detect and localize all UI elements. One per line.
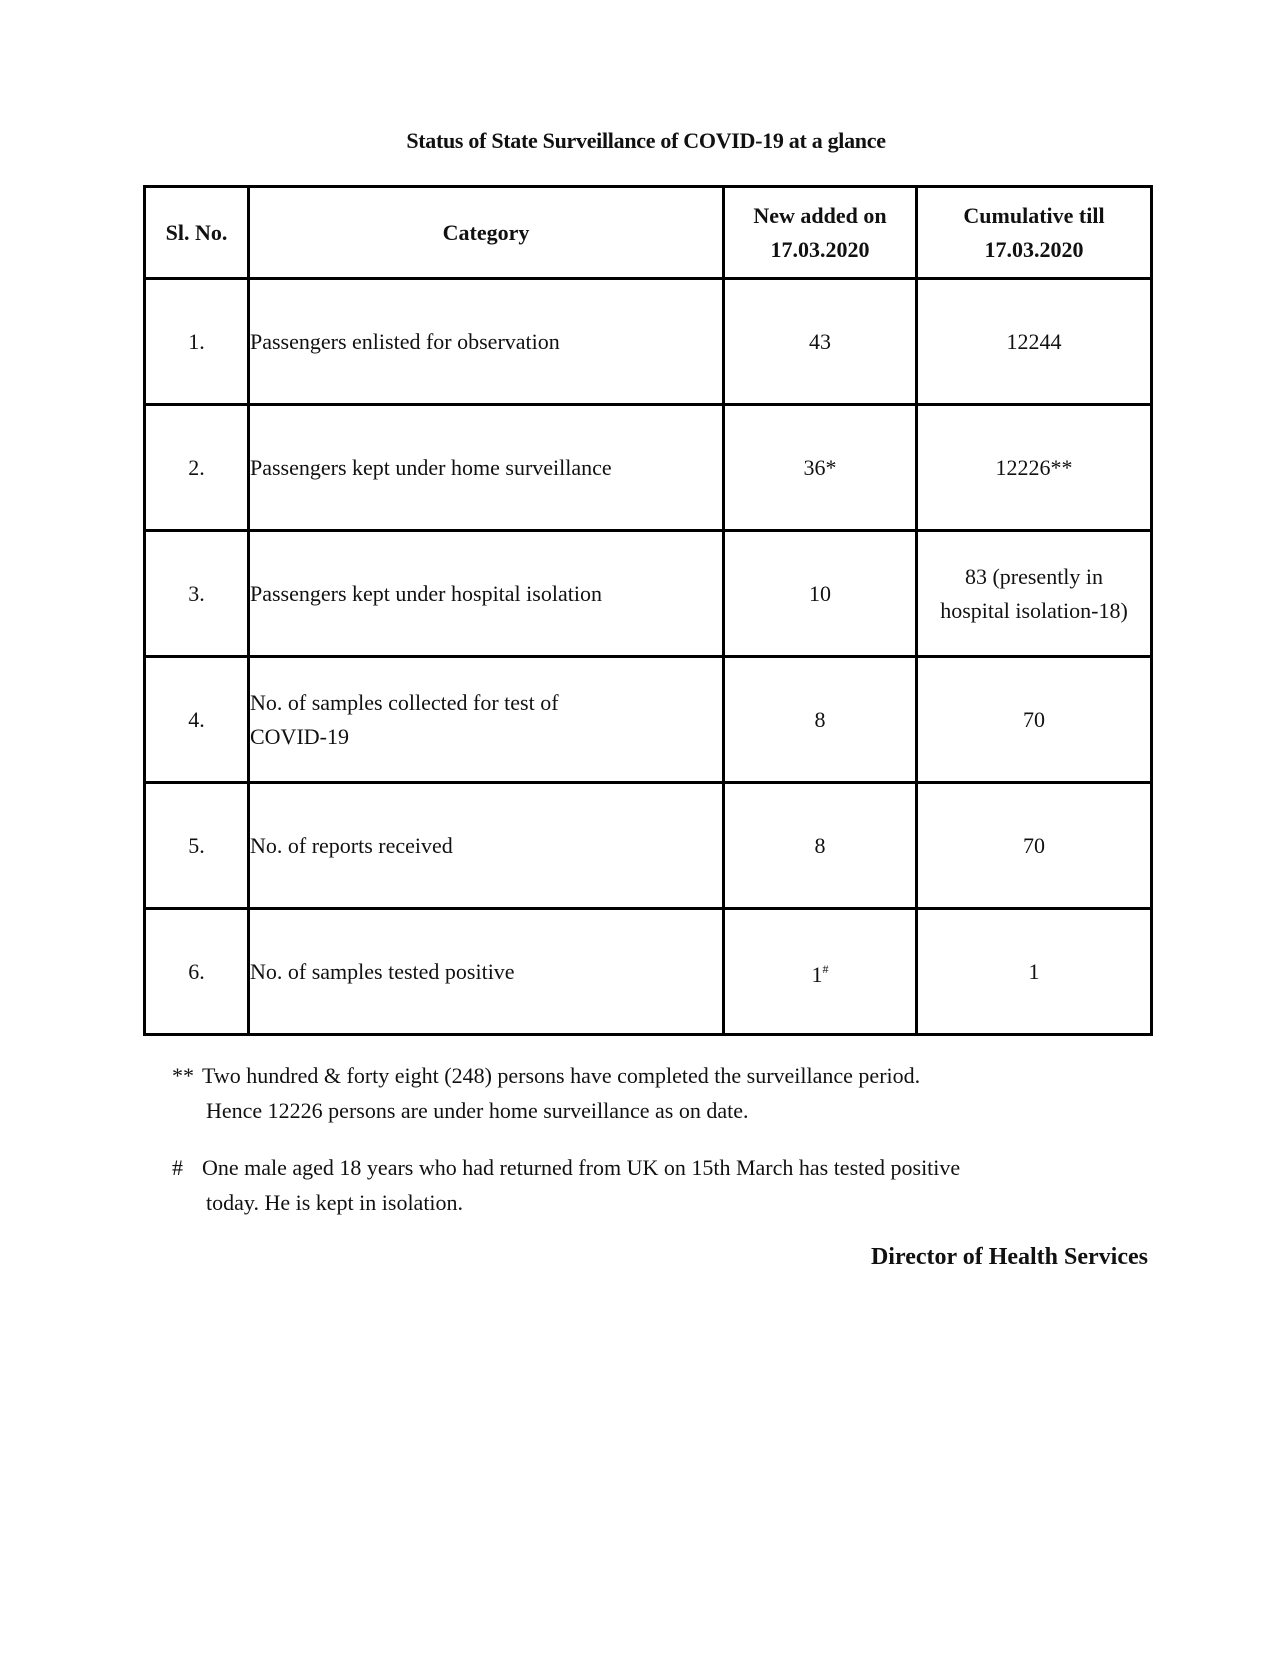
- cell-category: Passengers kept under home surveillance: [249, 405, 724, 531]
- cell-category: No. of samples tested positive: [249, 909, 724, 1035]
- header-cumulative-label: Cumulative till: [963, 202, 1105, 228]
- cell-cumulative: 12244: [917, 279, 1152, 405]
- footnote-text-line2: Hence 12226 persons are under home surveillance as on date.: [206, 1098, 749, 1123]
- footnote-mark-hash: #: [822, 961, 829, 976]
- header-new-added-label: New added on: [753, 202, 887, 228]
- cell-cumulative: 12226**: [917, 405, 1152, 531]
- cell-category: Passengers enlisted for observation: [249, 279, 724, 405]
- footnote-mark: #: [172, 1155, 183, 1180]
- table-row: [145, 909, 1152, 1035]
- cell-cumulative: 1: [917, 909, 1152, 1035]
- table-row: [145, 279, 1152, 405]
- cell-new-added: 36*: [724, 405, 917, 531]
- table-row: [145, 783, 1152, 909]
- cell-category: No. of reports received: [249, 783, 724, 909]
- header-category: Category: [249, 187, 724, 279]
- signature: Director of Health Services: [870, 1244, 1148, 1270]
- cell-new-added: 8: [724, 657, 917, 783]
- table-row: [145, 657, 1152, 783]
- footnote-hash: [172, 1150, 1132, 1220]
- cell-sl-no: 5.: [145, 783, 249, 909]
- document-title: Status of State Surveillance of COVID-19 at a glance: [406, 128, 886, 153]
- cell-sl-no: 6.: [145, 909, 249, 1035]
- cell-cumulative: 70: [917, 657, 1152, 783]
- header-cumulative-date: 17.03.2020: [984, 236, 1084, 262]
- cell-new-added-value: 1: [811, 961, 823, 987]
- header-cumulative: [917, 187, 1152, 279]
- cell-cumulative: 70: [917, 783, 1152, 909]
- table-row: [145, 531, 1152, 657]
- cell-new-added: 10: [724, 531, 917, 657]
- cell-new-added: [724, 909, 917, 1035]
- surveillance-table: [143, 185, 1153, 1036]
- table-header-row: [145, 187, 1152, 279]
- footnote-text-line1: One male aged 18 years who had returned from UK on 15th March has tested positive: [202, 1155, 961, 1180]
- footnote-mark: **: [172, 1063, 194, 1088]
- cell-category: No. of samples collected for test of COVID-19: [249, 657, 724, 783]
- cell-new-added: 8: [724, 783, 917, 909]
- header-new-added-date: 17.03.2020: [770, 236, 870, 262]
- cell-sl-no: 1.: [145, 279, 249, 405]
- cell-cumulative: 83 (presently in hospital isolation-18): [917, 531, 1152, 657]
- footnotes: [172, 1058, 1132, 1242]
- footnote-double-star: [172, 1058, 1132, 1128]
- cell-new-added: 43: [724, 279, 917, 405]
- header-new-added: [724, 187, 917, 279]
- cell-sl-no: 3.: [145, 531, 249, 657]
- table-row: [145, 405, 1152, 531]
- cell-category: Passengers kept under hospital isolation: [249, 531, 724, 657]
- header-sl-no: Sl. No.: [145, 187, 249, 279]
- footnote-text-line2: today. He is kept in isolation.: [206, 1190, 464, 1215]
- footnote-text-line1: Two hundred & forty eight (248) persons have completed the surveillance period.: [202, 1063, 921, 1088]
- cell-sl-no: 4.: [145, 657, 249, 783]
- cell-sl-no: 2.: [145, 405, 249, 531]
